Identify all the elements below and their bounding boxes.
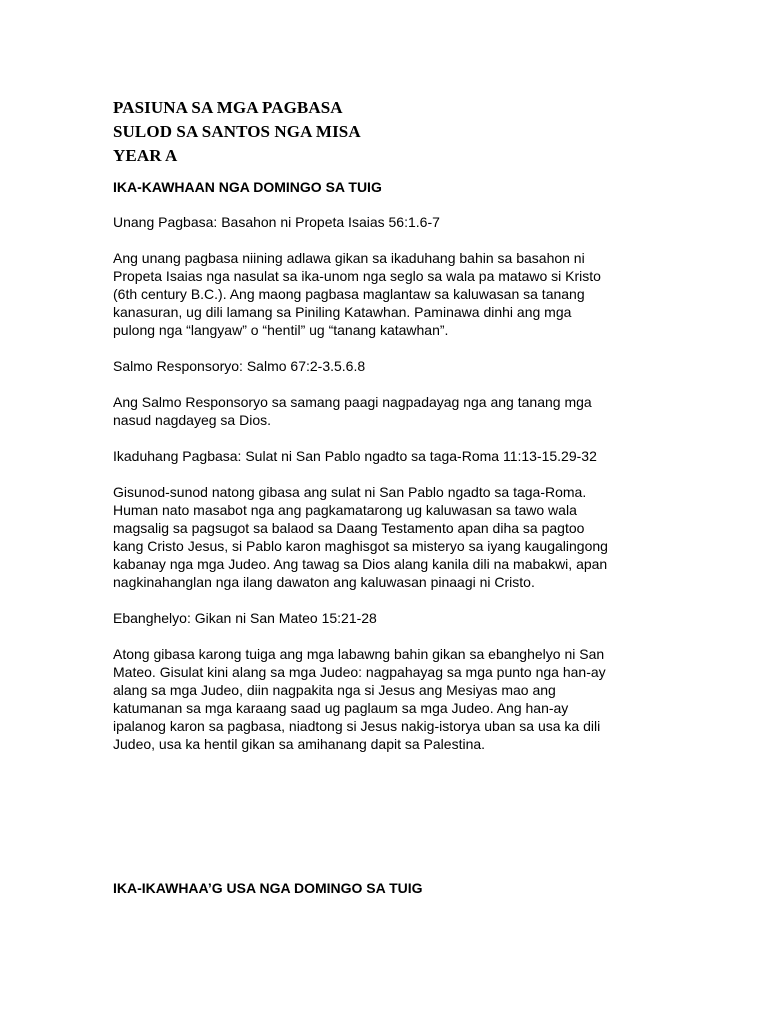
paragraph-line: Human nato masabot nga ang pagkamatarong ug kaluwasan sa tawo wala (113, 502, 577, 518)
title-line-1: PASIUNA SA MGA PAGBASA (113, 98, 343, 117)
paragraph-line: Ang unang pagbasa niining adlawa gikan sa ikaduhang bahin sa basahon ni (113, 250, 585, 266)
paragraph-line: magsalig sa pagsugot sa balaod sa Daang Testamento apan diha sa pagtoo (113, 520, 585, 536)
paragraph-line: katumanan sa mga karaang saad ug paglaum sa mga Judeo. Ang han-ay (113, 700, 569, 716)
first-reading-paragraph (113, 249, 658, 339)
gospel-reference (113, 609, 658, 627)
second-reading-reference (113, 447, 658, 465)
paragraph-line: Atong gibasa karong tuiga ang mga labawng bahin gikan sa ebanghelyo ni San (113, 646, 605, 662)
section-heading-20th-sunday: IKA-KAWHAAN NGA DOMINGO SA TUIG (113, 179, 382, 195)
paragraph-line: kang Cristo Jesus, si Pablo karon maghisgot sa misteryo sa iyang kaugalingong (113, 538, 608, 554)
paragraph-line: kanasuran, ug dili lamang sa Piniling Katawhan. Paminawa dinhi ang mga (113, 304, 572, 320)
title-line-2: SULOD SA SANTOS NGA MISA (113, 122, 361, 141)
second-reading-ref-text: Ikaduhang Pagbasa: Sulat ni San Pablo ngadto sa taga-Roma 11:13-15.29-32 (113, 448, 597, 464)
paragraph-line: kabanay nga mga Judeo. Ang tawag sa Dios alang kanila dili na mabakwi, apan (113, 556, 608, 572)
paragraph-line: Ang Salmo Responsoryo sa samang paagi nagpadayag nga ang tanang mga (113, 394, 592, 410)
psalm-paragraph (113, 393, 658, 429)
document-title (113, 96, 361, 168)
paragraph-line: Gisunod-sunod natong gibasa ang sulat ni San Pablo ngadto sa taga-Roma. (113, 484, 587, 500)
first-reading-reference (113, 213, 658, 231)
title-line-3: YEAR A (113, 146, 178, 165)
paragraph-line: nasud nagdayeg sa Dios. (113, 412, 271, 428)
psalm-reference (113, 357, 658, 375)
paragraph-line: alang sa mga Judeo, diin nagpakita nga si Jesus ang Mesiyas mao ang (113, 682, 556, 698)
paragraph-line: ipalanog karon sa pagbasa, niadtong si Jesus nakig-istorya uban sa usa ka dili (113, 718, 601, 734)
paragraph-line: (6th century B.C.). Ang maong pagbasa maglantaw sa kaluwasan sa tanang (113, 286, 585, 302)
paragraph-line: nagkinahanglan nga ilang dawaton ang kaluwasan pinaagi ni Cristo. (113, 574, 535, 590)
section-heading-21st-sunday: IKA-IKAWHAA’G USA NGA DOMINGO SA TUIG (113, 880, 423, 896)
paragraph-line: pulong nga “langyaw” o “hentil” ug “tanang katawhan”. (113, 322, 449, 338)
psalm-ref-text: Salmo Responsoryo: Salmo 67:2-3.5.6.8 (113, 358, 366, 374)
gospel-ref-text: Ebanghelyo: Gikan ni San Mateo 15:21-28 (113, 610, 377, 626)
paragraph-line: Judeo, usa ka hentil gikan sa amihanang dapit sa Palestina. (113, 736, 486, 752)
gospel-paragraph (113, 645, 658, 753)
second-reading-paragraph (113, 483, 658, 591)
paragraph-line: Propeta Isaias nga nasulat sa ika-unom nga seglo sa wala pa matawo si Kristo (113, 268, 601, 284)
paragraph-line: Mateo. Gisulat kini alang sa mga Judeo: nagpahayag sa mga punto nga han-ay (113, 664, 606, 680)
first-reading-ref-text: Unang Pagbasa: Basahon ni Propeta Isaias 56:1.6-7 (113, 214, 440, 230)
